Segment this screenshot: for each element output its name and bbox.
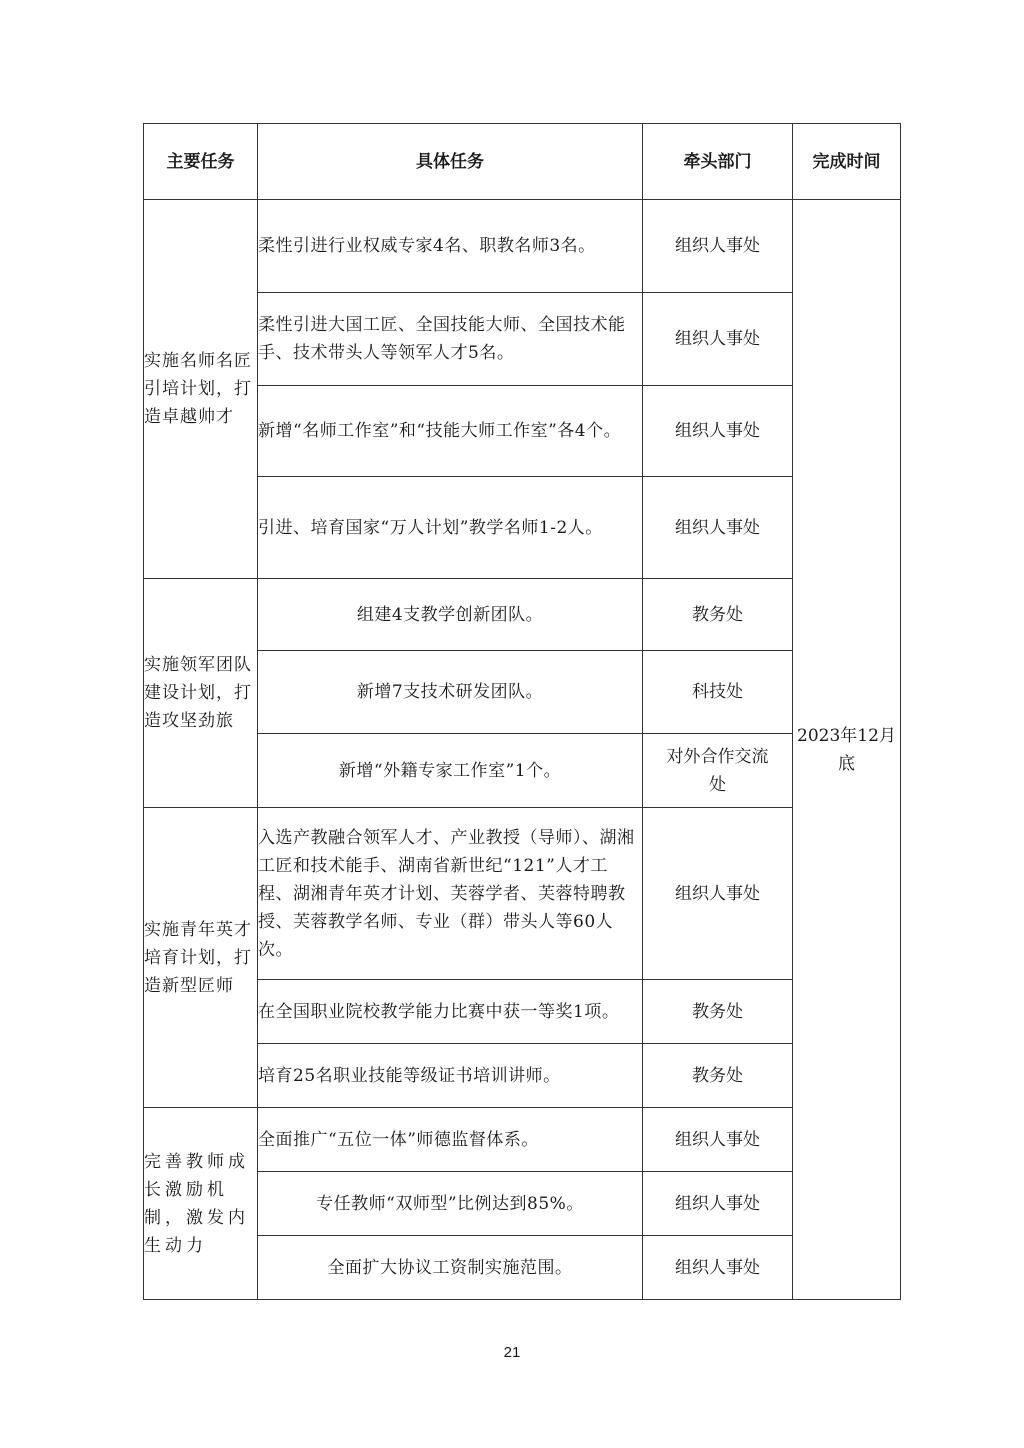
main-task-cell: 实施领军团队建设计划，打造攻坚劲旅 bbox=[144, 579, 258, 808]
completion-time-cell: 2023年12月底 bbox=[793, 200, 901, 1300]
lead-dept-cell: 组织人事处 bbox=[643, 386, 793, 477]
page-number: 21 bbox=[503, 1344, 521, 1361]
header-lead-dept: 牵头部门 bbox=[643, 124, 793, 200]
lead-dept-cell: 科技处 bbox=[643, 651, 793, 734]
detail-task-cell: 新增“外籍专家工作室”1个。 bbox=[258, 734, 643, 808]
table-row bbox=[144, 293, 901, 386]
detail-task-cell: 新增“名师工作室”和“技能大师工作室”各4个。 bbox=[258, 386, 643, 477]
detail-task-cell: 组建4支教学创新团队。 bbox=[258, 579, 643, 651]
main-task-cell: 完善教师成长激励机制，激发内生动力 bbox=[144, 1108, 258, 1300]
lead-dept-cell: 组织人事处 bbox=[643, 808, 793, 980]
table-row bbox=[144, 734, 901, 808]
main-task-cell: 实施青年英才培育计划，打造新型匠师 bbox=[144, 808, 258, 1108]
table-row bbox=[144, 1172, 901, 1236]
lead-dept-cell: 组织人事处 bbox=[643, 1236, 793, 1300]
lead-dept-cell: 组织人事处 bbox=[643, 200, 793, 293]
lead-dept-cell: 组织人事处 bbox=[643, 1108, 793, 1172]
table-row bbox=[144, 579, 901, 651]
detail-task-cell: 在全国职业院校教学能力比赛中获一等奖1项。 bbox=[258, 980, 643, 1044]
detail-task-cell: 引进、培育国家“万人计划”教学名师1-2人。 bbox=[258, 477, 643, 579]
table-row bbox=[144, 1236, 901, 1300]
table-row bbox=[144, 386, 901, 477]
detail-task-cell: 新增7支技术研发团队。 bbox=[258, 651, 643, 734]
lead-dept-cell: 教务处 bbox=[643, 980, 793, 1044]
detail-task-cell: 专任教师“双师型”比例达到85%。 bbox=[258, 1172, 643, 1236]
detail-task-cell: 柔性引进行业权威专家4名、职教名师3名。 bbox=[258, 200, 643, 293]
detail-task-cell: 入选产教融合领军人才、产业教授（导师）、湖湘工匠和技术能手、湖南省新世纪“121”人才工程、湖湘青年英才计划、芙蓉学者、芙蓉特聘教授、芙蓉教学名师、专业（群）带头人等60人次。 bbox=[258, 808, 643, 980]
header-row bbox=[144, 124, 901, 200]
lead-dept-cell: 教务处 bbox=[643, 1044, 793, 1108]
detail-task-cell: 柔性引进大国工匠、全国技能大师、全国技术能手、技术带头人等领军人才5名。 bbox=[258, 293, 643, 386]
main-task-cell: 实施名师名匠引培计划，打造卓越帅才 bbox=[144, 200, 258, 579]
lead-dept-cell: 教务处 bbox=[643, 579, 793, 651]
table-row bbox=[144, 980, 901, 1044]
header-main-task: 主要任务 bbox=[144, 124, 258, 200]
table-row bbox=[144, 1044, 901, 1108]
table-row bbox=[144, 477, 901, 579]
lead-dept-cell: 对外合作交流处 bbox=[643, 734, 793, 808]
table-row bbox=[144, 200, 901, 293]
header-detail-task: 具体任务 bbox=[258, 124, 643, 200]
task-table bbox=[143, 123, 901, 1300]
lead-dept-cell: 组织人事处 bbox=[643, 477, 793, 579]
header-completion-time: 完成时间 bbox=[793, 124, 901, 200]
table-row bbox=[144, 651, 901, 734]
detail-task-cell: 全面推广“五位一体”师德监督体系。 bbox=[258, 1108, 643, 1172]
table-row bbox=[144, 1108, 901, 1172]
table-row bbox=[144, 808, 901, 980]
detail-task-cell: 全面扩大协议工资制实施范围。 bbox=[258, 1236, 643, 1300]
lead-dept-cell: 组织人事处 bbox=[643, 1172, 793, 1236]
lead-dept-cell: 组织人事处 bbox=[643, 293, 793, 386]
detail-task-cell: 培育25名职业技能等级证书培训讲师。 bbox=[258, 1044, 643, 1108]
